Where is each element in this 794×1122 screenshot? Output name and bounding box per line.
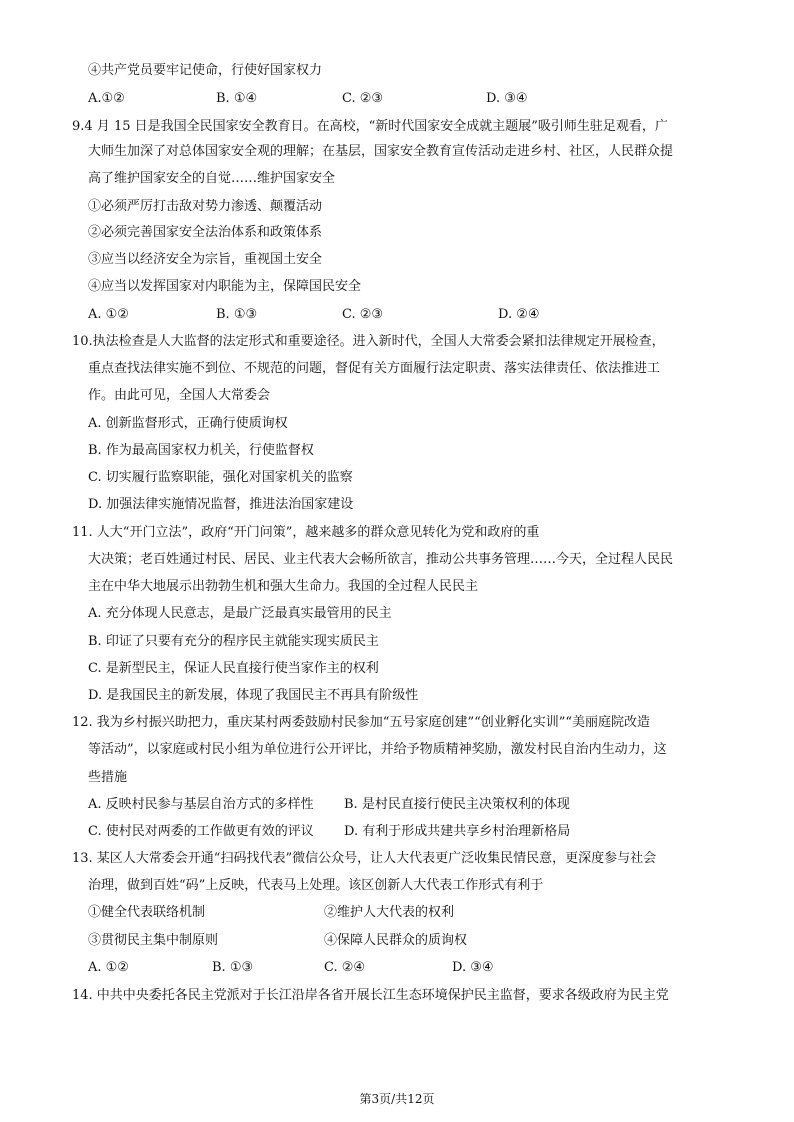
- q9-item-2: ②必须完善国家安全法治体系和政策体系: [88, 225, 323, 240]
- q10-stem-line-1: 10.执法检查是人大监督的法定形式和重要途径。进入新时代，全国人大常委会紧扣法律规定开展检查，: [72, 334, 665, 349]
- q13-item-4: ④保障人民群众的质询权: [324, 933, 468, 948]
- q8-item-4: ④共产党员要牢记使命，行使好国家权力: [88, 63, 323, 78]
- q9-option-b: B. ①③: [216, 307, 258, 322]
- q8-option-c: C. ②③: [342, 91, 384, 106]
- q11-stem-line-1: 11. 人大“开门立法”，政府“开门问策”，越来越多的群众意见转化为党和政府的重: [72, 525, 540, 540]
- q9-item-1: ①必须严厉打击敌对势力渗透、颠覆活动: [88, 199, 323, 214]
- q9-option-a: A. ①②: [88, 307, 129, 322]
- q10-option-b: B. 作为最高国家权力机关，行使监督权: [88, 443, 314, 458]
- q12-option-b: B. 是村民直接行使民主决策权利的体现: [344, 797, 570, 812]
- q9-item-3: ③应当以经济安全为宗旨，重视国土安全: [88, 252, 323, 267]
- q11-option-b: B. 印证了只要有充分的程序民主就能实现实质民主: [88, 634, 379, 649]
- q13-item-2: ②维护人大代表的权利: [324, 905, 455, 920]
- q13-option-b: B. ①③: [212, 960, 254, 975]
- q10-option-c: C. 切实履行监察职能，强化对国家机关的监察: [88, 470, 353, 485]
- q8-option-a: A.①②: [88, 91, 125, 106]
- q11-stem-line-2: 大决策；老百姓通过村民、居民、业主代表大会畅所欲言，推动公共事务管理……今天，全过程人民民: [88, 552, 674, 567]
- q13-option-d: D. ③④: [452, 960, 494, 975]
- q8-option-b: B. ①④: [216, 91, 258, 106]
- q9-stem-line-1: 9.4 月 15 日是我国全民国家安全教育日。在高校，“新时代国家安全成就主题展”吸引师生驻足观看，广: [72, 119, 668, 134]
- q13-stem-line-1: 13. 某区人大常委会开通“扫码找代表”微信公众号，让人大代表更广泛收集民情民意，更深度参与社会: [72, 851, 657, 866]
- q9-option-c: C. ②③: [342, 307, 384, 322]
- q11-option-c: C. 是新型民主，保证人民直接行使当家作主的权利: [88, 661, 379, 676]
- q13-option-c: C. ②④: [324, 960, 366, 975]
- q11-option-a: A. 充分体现人民意志，是最广泛最真实最管用的民主: [88, 606, 392, 621]
- q13-option-a: A. ①②: [88, 960, 129, 975]
- q12-option-d: D. 有利于形成共建共享乡村治理新格局: [344, 824, 571, 839]
- q11-stem-line-3: 主在中华大地展示出勃勃生机和强大生命力。我国的全过程人民民主: [88, 579, 479, 594]
- q10-option-a: A. 创新监督形式，正确行使质询权: [88, 416, 288, 431]
- q13-stem-line-2: 治理，做到百姓“码”上反映，代表马上处理。该区创新人大代表工作形式有利于: [88, 878, 544, 893]
- q10-option-d: D. 加强法律实施情况监督，推进法治国家建设: [88, 497, 354, 512]
- q8-option-d: D. ③④: [486, 91, 528, 106]
- q12-option-c: C. 使村民对两委的工作做更有效的评议: [88, 824, 314, 839]
- q10-stem-line-3: 作。由此可见，全国人大常委会: [88, 388, 271, 403]
- q9-item-4: ④应当以发挥国家对内职能为主，保障国民安全: [88, 279, 362, 294]
- q14-stem-line-1: 14. 中共中央委托各民主党派对于长江沿岸各省开展长江生态环境保护民主监督，要求各级政府为民主党: [72, 988, 669, 1003]
- q12-stem-line-3: 些措施: [88, 770, 128, 785]
- q13-item-1: ①健全代表联络机制: [88, 905, 206, 920]
- q10-stem-line-2: 重点查找法律实施不到位、不规范的问题，督促有关方面履行法定职责、落实法律责任、依法推进工: [88, 361, 661, 376]
- q12-stem-line-1: 12. 我为乡村振兴助把力，重庆某村两委鼓励村民参加“五号家庭创建”“创业孵化实训”“美丽庭院改造: [72, 715, 651, 730]
- q13-item-3: ③贯彻民主集中制原则: [88, 933, 219, 948]
- page-number-footer: 第3页/共12页: [359, 1092, 435, 1106]
- q12-stem-line-2: 等活动”，以家庭或村民小组为单位进行公开评比，并给予物质精神奖励，激发村民自治内生动力，这: [88, 742, 667, 757]
- q11-option-d: D. 是我国民主的新发展，体现了我国民主不再具有阶级性: [88, 688, 419, 703]
- q9-option-d: D. ②④: [498, 307, 540, 322]
- q9-stem-line-3: 高了维护国家安全的自觉……维护国家安全: [88, 171, 336, 186]
- q9-stem-line-2: 大师生加深了对总体国家安全观的理解；在基层，国家安全教育宣传活动走进乡村、社区，人民群众提: [88, 144, 674, 159]
- q12-option-a: A. 反映村民参与基层自治方式的多样性: [88, 797, 314, 812]
